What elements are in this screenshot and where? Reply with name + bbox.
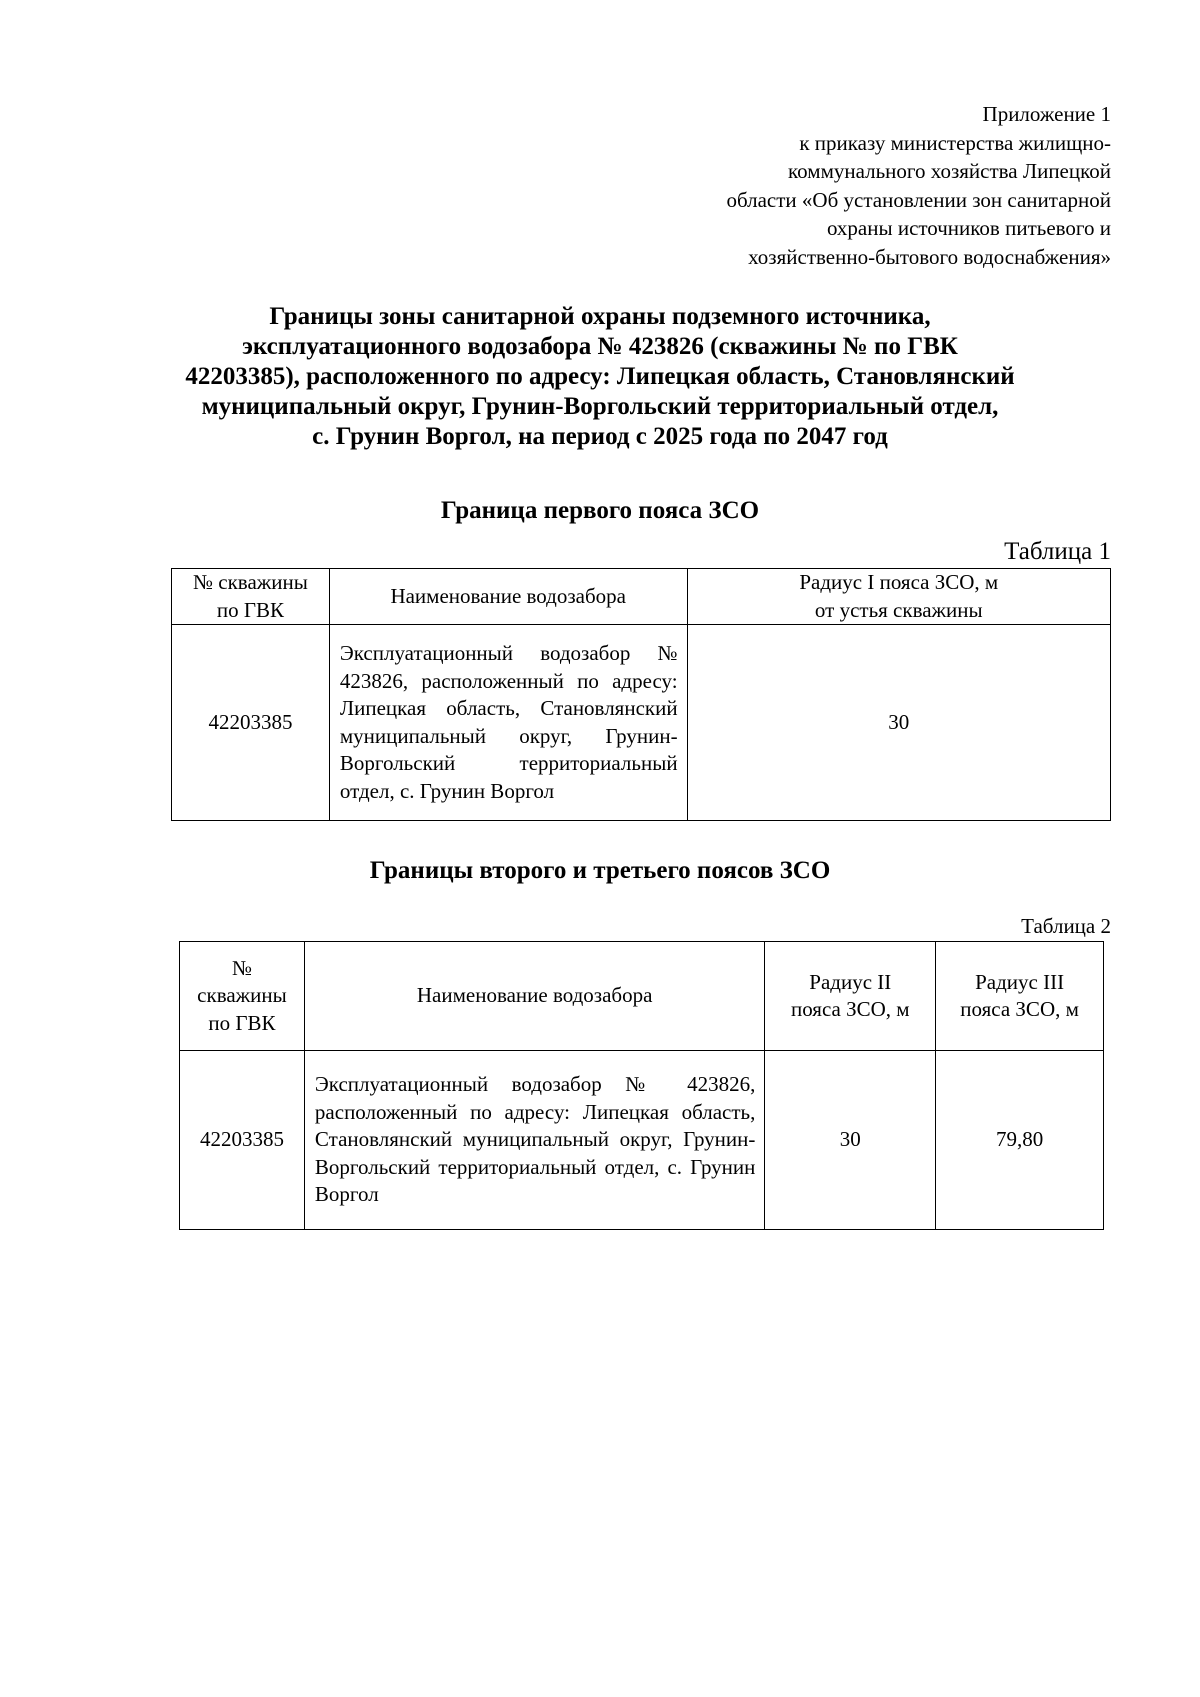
appendix-line: охраны источников питьевого и xyxy=(826,216,1111,240)
title-line: с. Грунин Воргол, на период с 2025 года по 2047 год xyxy=(312,423,888,450)
table2-label: Таблица 2 xyxy=(1021,914,1111,938)
document-title xyxy=(150,302,1050,452)
section2-heading: Границы второго и третьего поясов ЗСО xyxy=(369,857,831,884)
cell-intake-name: Эксплуатационный водозабор № 423826, расположенный по адресу: Липецкая область, Становлянский муниципальный округ, Грунин-Воргольский территориальный отдел, с. Грунин Воргол xyxy=(329,625,687,821)
header-radius-second xyxy=(765,942,936,1051)
title-line: Границы зоны санитарной охраны подземного источника, xyxy=(269,303,931,330)
table-header-row xyxy=(180,942,1104,1051)
table-first-belt xyxy=(171,568,1111,821)
table-second-third-belts xyxy=(179,941,1104,1230)
header-text: по ГВК xyxy=(216,597,285,622)
cell-radius-first: 30 xyxy=(687,625,1110,821)
appendix-line: Приложение 1 xyxy=(982,102,1111,126)
header-text: скважины xyxy=(197,983,287,1008)
header-radius-third xyxy=(936,942,1104,1051)
cell-well-number: 42203385 xyxy=(172,625,330,821)
header-text: по ГВК xyxy=(208,1010,276,1035)
header-intake-name: Наименование водозабора xyxy=(329,569,687,625)
title-line: муниципальный округ, Грунин-Воргольский территориальный отдел, xyxy=(201,393,999,420)
appendix-line: области «Об установлении зон санитарной xyxy=(726,187,1111,212)
appendix-line: к приказу министерства жилищно- xyxy=(799,130,1111,155)
header-text: № xyxy=(231,955,252,980)
table-row xyxy=(180,1051,1104,1230)
table-row xyxy=(172,625,1111,821)
appendix-line: коммунального хозяйства Липецкой xyxy=(788,159,1111,183)
table-header-row xyxy=(172,569,1111,625)
header-text: пояса ЗСО, м xyxy=(790,997,910,1021)
title-line: 42203385), расположенного по адресу: Липецкая область, Становлянский xyxy=(185,363,1015,390)
table1-label: Таблица 1 xyxy=(1004,538,1111,565)
cell-radius-third: 79,80 xyxy=(936,1051,1104,1230)
appendix-line: хозяйственно-бытового водоснабжения» xyxy=(748,244,1111,269)
header-intake-name: Наименование водозабора xyxy=(304,942,764,1051)
header-text: от устья скважины xyxy=(814,597,983,622)
header-text: Радиус II xyxy=(809,969,892,994)
header-text: Радиус III xyxy=(975,969,1065,994)
cell-well-number: 42203385 xyxy=(180,1051,305,1230)
header-text: № скважины xyxy=(193,570,308,594)
header-well-number xyxy=(180,942,305,1051)
header-text: пояса ЗСО, м xyxy=(960,997,1079,1021)
cell-radius-second: 30 xyxy=(765,1051,936,1230)
header-radius-first xyxy=(687,569,1110,625)
title-line: эксплуатационного водозабора № 423826 (скважины № по ГВК xyxy=(242,333,958,360)
appendix-note xyxy=(591,100,1111,271)
header-well-number xyxy=(172,569,330,625)
cell-intake-name: Эксплуатационный водозабор № 423826, расположенный по адресу: Липецкая область, Становлянский муниципальный округ, Грунин-Воргольский территориальный отдел, с. Грунин Воргол xyxy=(304,1051,764,1230)
section1-heading: Граница первого пояса ЗСО xyxy=(440,497,760,524)
header-text: Радиус I пояса ЗСО, м xyxy=(799,570,999,594)
